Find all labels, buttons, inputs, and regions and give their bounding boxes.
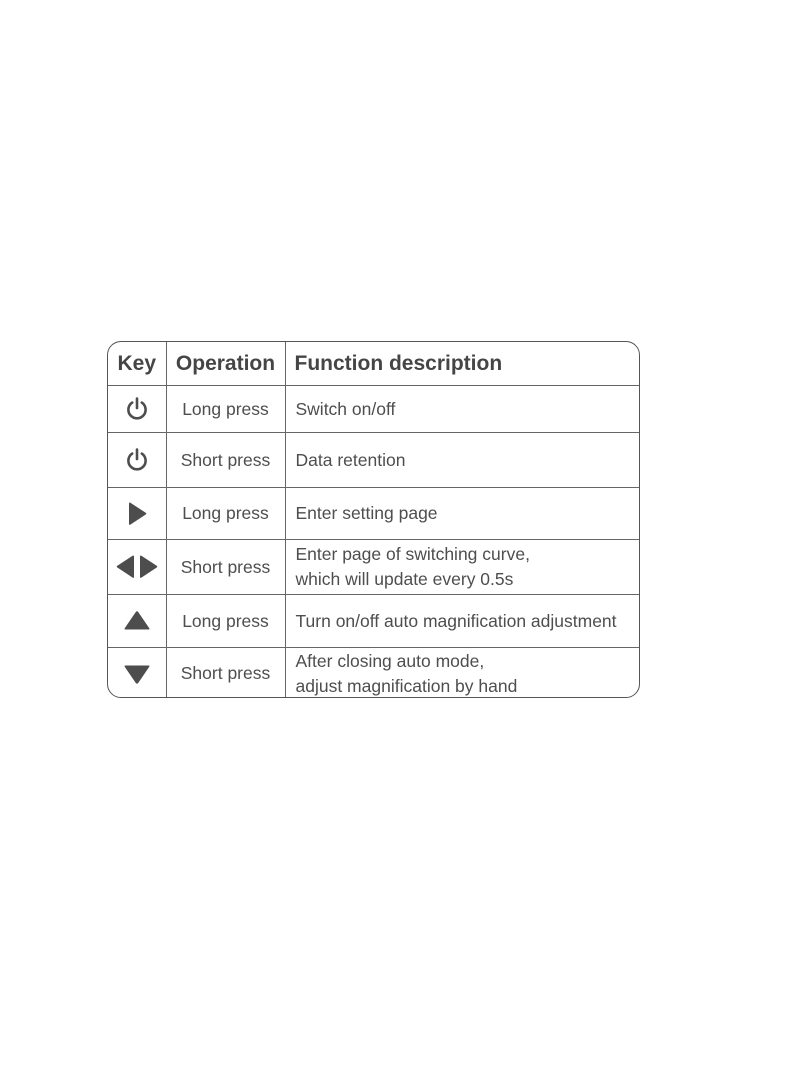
description-line: Switch on/off [295,398,396,419]
description-cell [285,386,639,433]
header-operation: Operation [166,342,285,386]
key-table [108,342,639,698]
key-cell [108,648,166,699]
operation-cell: Long press [166,488,285,540]
description-cell [285,648,639,699]
power-icon [124,396,150,422]
table-row [108,386,639,433]
description-line: adjust magnification by hand [295,675,518,696]
triangle-right-icon [126,501,148,527]
triangle-down-icon [123,663,151,685]
description-line: which will update every 0.5s [295,569,514,589]
header-key: Key [108,342,166,386]
left-right-arrows-icon [114,554,160,580]
description-cell [285,488,639,540]
description-line: Turn on/off auto magnification adjustment [295,610,617,631]
operation-cell: Short press [166,433,285,488]
table-row [108,648,639,699]
table-row [108,540,639,595]
description-line: Data retention [295,449,406,470]
table-header-row [108,342,639,386]
description-line: Enter page of switching curve, [295,544,530,564]
key-cell [108,488,166,540]
triangle-up-icon [123,610,151,632]
header-function-description: Function description [285,342,639,386]
key-cell [108,540,166,595]
description-cell [285,540,639,595]
table-row [108,488,639,540]
key-cell [108,433,166,488]
description-line: After closing auto mode, [295,650,485,671]
table-row [108,433,639,488]
description-cell [285,433,639,488]
description-line: Enter setting page [295,503,438,523]
key-function-table [107,341,640,698]
description-cell [285,595,639,648]
operation-cell: Long press [166,386,285,433]
operation-cell: Short press [166,540,285,595]
key-cell [108,386,166,433]
power-icon [124,447,150,473]
operation-cell: Long press [166,595,285,648]
table-row [108,595,639,648]
key-cell [108,595,166,648]
operation-cell: Short press [166,648,285,699]
